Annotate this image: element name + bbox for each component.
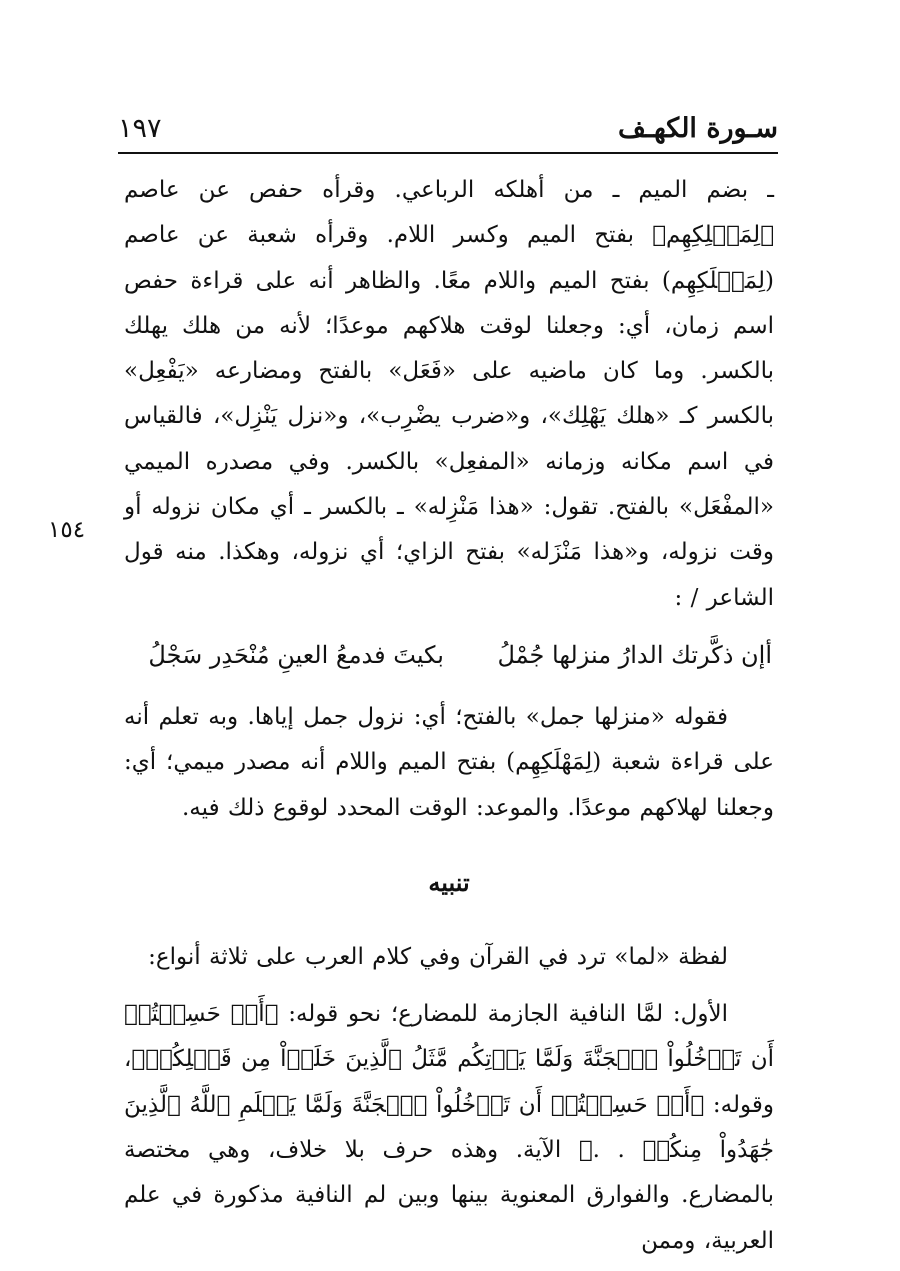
surah-title: سـورة الكهـف [617,113,778,144]
verse-second-hemistich: بكيتَ فدمعُ العينِ مُنْحَدِر سَجْلُ [148,640,444,669]
section-heading: تنبيه [428,867,470,897]
paragraph-first-type: الأول: لمَّا النافية الجازمة للمضارع؛ نحو قوله: ﴿أَمۡ حَسِبۡتُمۡ أَن تَدۡخُلُواْ ٱلۡجَنَّةَ وَلَمَّا يَأۡتِكُم مَّثَلُ ٱلَّذِينَ خَلَوۡاْ مِن قَبۡلِكُمۖ﴾، وقوله: ﴿أَمۡ حَسِبۡتُمۡ أَن تَدۡخُلُواْ ٱلۡجَنَّةَ وَلَمَّا يَعۡلَمِ ٱللَّهُ ٱلَّذِينَ جَٰهَدُواْ مِنكُمۡ . .﴾ الآية. وهذه حرف بلا خلاف، وهي مختصة بالمضارع. والفوارق المعنوية بينها وبين لم النافية مذكورة في علم العربية، وممن [124,1001,774,1254]
spacer [124,621,774,633]
spacer [124,905,774,935]
margin-page-reference: ١٥٤ [48,517,86,543]
spacer [124,683,774,695]
poetry-verse [124,633,774,683]
verse-first-hemistich: أإن ذكَّرتك الدارُ منزلها جُمْلُ [497,640,772,669]
page-header [118,108,778,152]
paragraph-verse-explanation: فقوله «منزلها جمل» بالفتح؛ أي: نزول جمل إياها. وبه تعلم أنه على قراءة شعبة (لِمَهْلَكِهِم) بفتح الميم واللام أنه مصدر ميمي؛ أي: وجعلنا لهلاكهم موعدًا. والموعد: الوقت المحدد لوقوع ذلك فيه. [124,703,774,821]
header-divider [118,152,778,154]
paragraph-linguistic-analysis: ـ بضم الميم ـ من أهلكه الرباعي. وقرأه حفص عن عاصم ﴿لِمَهۡلِكِهِم﴾ بفتح الميم وكسر اللام. وقرأه شعبة عن عاصم (لِمَهۡلَكِهِم) بفتح الميم واللام معًا. والظاهر أنه على قراءة حفص اسم زمان، أي: وجعلنا لوقت هلاكهم موعدًا؛ لأنه من هلك يهلك بالكسر. وما كان ماضيه على «فَعَل» بالفتح ومضارعه «يَفْعِل» بالكسر كـ «هلك يَهْلِك»، و«ضرب يضْرِب»، و«نزل يَنْزِل»، فالقياس في اسم مكانه وزمانه «المفعِل» بالكسر. وفي مصدره الميمي «المفْعَل» بالفتح. تقول: «هذا مَنْزِله» ـ بالكسر ـ أي مكان نزوله أو وقت نزوله، و«هذا مَنْزَله» بفتح الزاي؛ أي نزوله، وهكذا. منه قول الشاعر / : [124,177,774,611]
page-body [124,168,774,1264]
page-number: ١٩٧ [118,113,162,144]
spacer [124,980,774,992]
paragraph-lamma-types: لفظة «لما» ترد في القرآن وفي كلام العرب على ثلاثة أنواع: [148,943,728,970]
spacer [124,831,774,861]
